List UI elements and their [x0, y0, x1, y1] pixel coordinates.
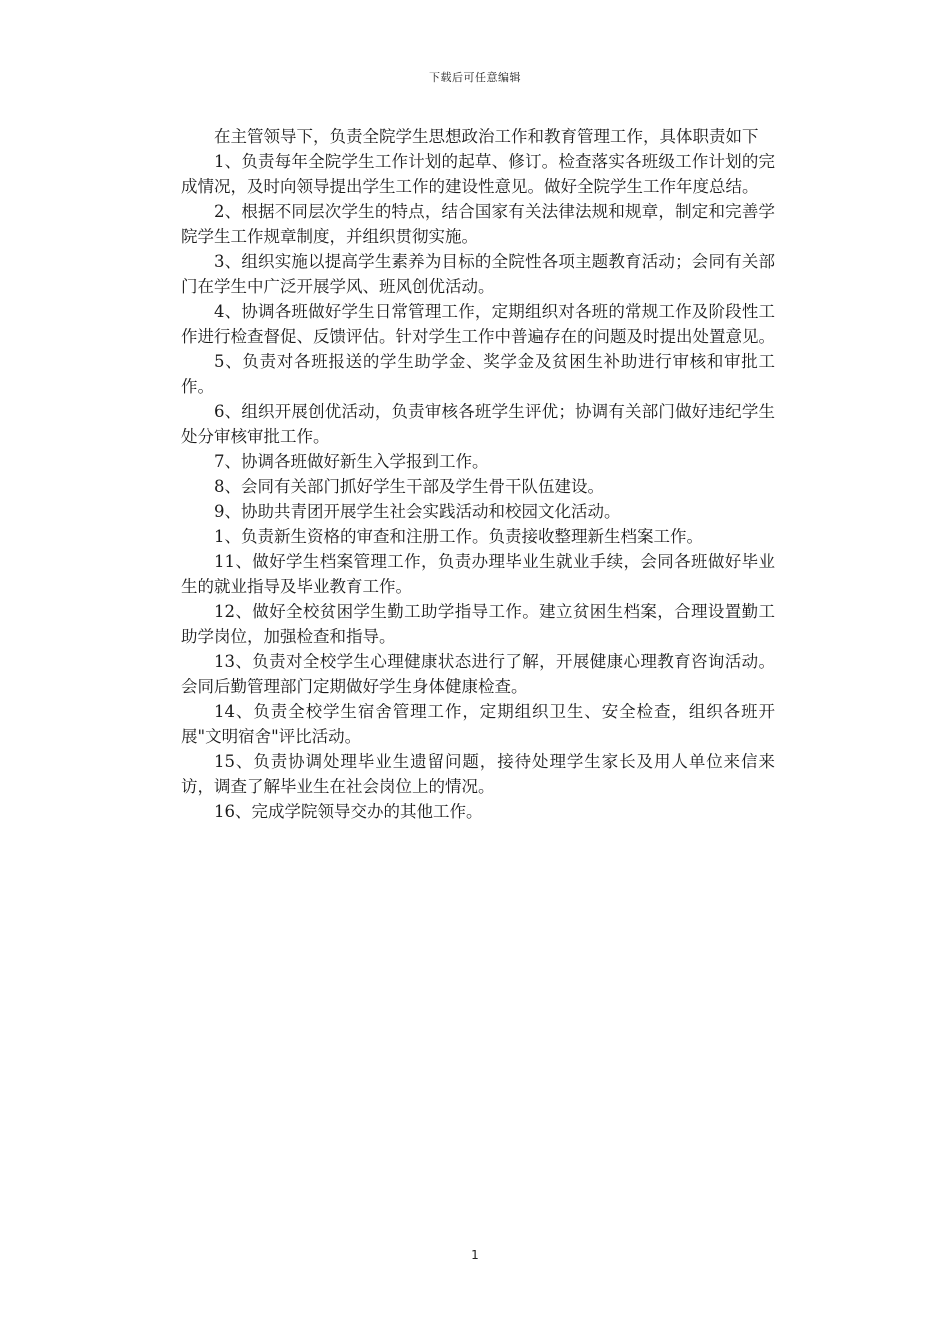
paragraph-intro: 在主管领导下，负责全院学生思想政治工作和教育管理工作，具体职责如下 [214, 127, 759, 146]
paragraph-item-2: 2、根据不同层次学生的特点，结合国家有关法律法规和规章，制定和完善学院学生工作规章制度，并组织贯彻实施。 [181, 202, 775, 246]
paragraph-item-15: 15、负责协调处理毕业生遗留问题，接待处理学生家长及用人单位来信来访，调查了解毕业生在社会岗位上的情况。 [181, 752, 775, 796]
page-number: 1 [471, 1248, 479, 1262]
paragraph-item-4: 4、协调各班做好学生日常管理工作，定期组织对各班的常规工作及阶段性工作进行检查督促、反馈评估。针对学生工作中普遍存在的问题及时提出处置意见。 [181, 302, 775, 346]
paragraph-item-13: 13、负责对全校学生心理健康状态进行了解，开展健康心理教育咨询活动。会同后勤管理部门定期做好学生身体健康检查。 [181, 652, 775, 696]
page-header: 下载后可任意编辑 [429, 71, 521, 84]
document-body [181, 124, 775, 824]
paragraph-item-14: 14、负责全校学生宿舍管理工作，定期组织卫生、安全检查，组织各班开展"文明宿舍"评比活动。 [181, 702, 775, 746]
paragraph-item-1: 1、负责每年全院学生工作计划的起草、修订。检查落实各班级工作计划的完成情况，及时向领导提出学生工作的建设性意见。做好全院学生工作年度总结。 [181, 152, 775, 196]
paragraph-item-6: 6、组织开展创优活动，负责审核各班学生评优；协调有关部门做好违纪学生处分审核审批工作。 [181, 402, 775, 446]
paragraph-item-5: 5、负责对各班报送的学生助学金、奖学金及贫困生补助进行审核和审批工作。 [181, 352, 775, 396]
paragraph-item-9: 9、协助共青团开展学生社会实践活动和校园文化活动。 [214, 502, 621, 521]
paragraph-item-11: 11、做好学生档案管理工作，负责办理毕业生就业手续，会同各班做好毕业生的就业指导及毕业教育工作。 [181, 552, 775, 596]
paragraph-item-7: 7、协调各班做好新生入学报到工作。 [214, 452, 489, 471]
paragraph-item-16: 16、完成学院领导交办的其他工作。 [214, 802, 483, 821]
paragraph-item-10: 1、负责新生资格的审查和注册工作。负责接收整理新生档案工作。 [214, 527, 703, 546]
paragraph-item-8: 8、会同有关部门抓好学生干部及学生骨干队伍建设。 [214, 477, 604, 496]
paragraph-item-3: 3、组织实施以提高学生素养为目标的全院性各项主题教育活动；会同有关部门在学生中广泛开展学风、班风创优活动。 [181, 252, 775, 296]
paragraph-item-12: 12、做好全校贫困学生勤工助学指导工作。建立贫困生档案，合理设置勤工助学岗位，加强检查和指导。 [181, 602, 775, 646]
